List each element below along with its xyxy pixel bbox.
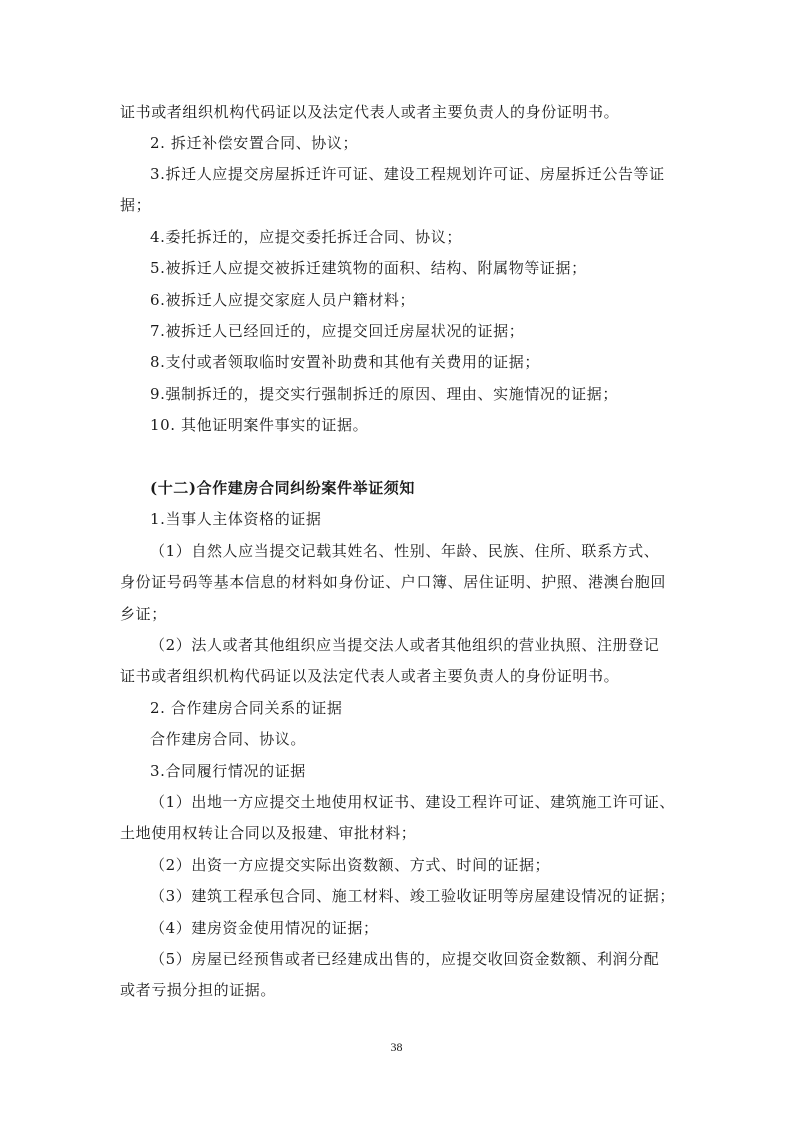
- list-item: 8.支付或者领取临时安置补助费和其他有关费用的证据；: [150, 353, 540, 371]
- list-item: 9.强制拆迁的，提交实行强制拆迁的原因、理由、实施情况的证据；: [150, 385, 618, 403]
- list-item: （3）建筑工程承包合同、施工材料、竣工验收证明等房屋建设情况的证据；: [150, 887, 675, 905]
- list-item: （2）出资一方应提交实际出资数额、方式、时间的证据；: [150, 856, 551, 874]
- text-line: 据；: [120, 196, 152, 214]
- text-line: 合作建房合同、协议。: [150, 730, 307, 748]
- list-item: （1）自然人应当提交记载其姓名、性别、年龄、民族、住所、联系方式、: [150, 542, 660, 560]
- list-item: 2. 拆迁补偿安置合同、协议；: [150, 134, 359, 152]
- list-item: 3.拆迁人应提交房屋拆迁许可证、建设工程规划许可证、房屋拆迁公告等证: [150, 165, 665, 183]
- text-line: 身份证号码等基本信息的材料如身份证、户口簿、居住证明、护照、港澳台胞回: [120, 573, 667, 591]
- list-item: （4）建房资金使用情况的证据；: [150, 919, 379, 937]
- subsection-heading: 2. 合作建房合同关系的证据: [150, 699, 343, 717]
- text-line: 土地使用权转让合同以及报建、审批材料；: [120, 824, 417, 842]
- subsection-heading: 3.合同履行情况的证据: [150, 762, 306, 780]
- list-item: 5.被拆迁人应提交被拆迁建筑物的面积、结构、附属物等证据；: [150, 259, 587, 277]
- subsection-heading: 1.当事人主体资格的证据: [150, 510, 322, 528]
- list-item: （1）出地一方应提交土地使用权证书、建设工程许可证、建筑施工许可证、: [150, 793, 675, 811]
- page-number: 38: [390, 1040, 403, 1054]
- section-heading: (十二)合作建房合同纠纷案件举证须知: [150, 479, 415, 497]
- list-item: （5）房屋已经预售或者已经建成出售的，应提交收回资金数额、利润分配: [150, 950, 660, 968]
- text-line: 或者亏损分担的证据。: [120, 981, 277, 999]
- list-item: 4.委托拆迁的，应提交委托拆迁合同、协议；: [150, 228, 462, 246]
- text-line: 证书或者组织机构代码证以及法定代表人或者主要负责人的身份证明书。: [120, 103, 620, 121]
- list-item: 10. 其他证明案件事实的证据。: [150, 416, 369, 434]
- list-item: 7.被拆迁人已经回迁的，应提交回迁房屋状况的证据；: [150, 322, 525, 340]
- list-item: 6.被拆迁人应提交家庭人员户籍材料；: [150, 291, 416, 309]
- text-line: 证书或者组织机构代码证以及法定代表人或者主要负责人的身份证明书。: [120, 667, 620, 685]
- list-item: （2）法人或者其他组织应当提交法人或者其他组织的营业执照、注册登记: [150, 636, 660, 654]
- text-line: 乡证；: [120, 605, 167, 623]
